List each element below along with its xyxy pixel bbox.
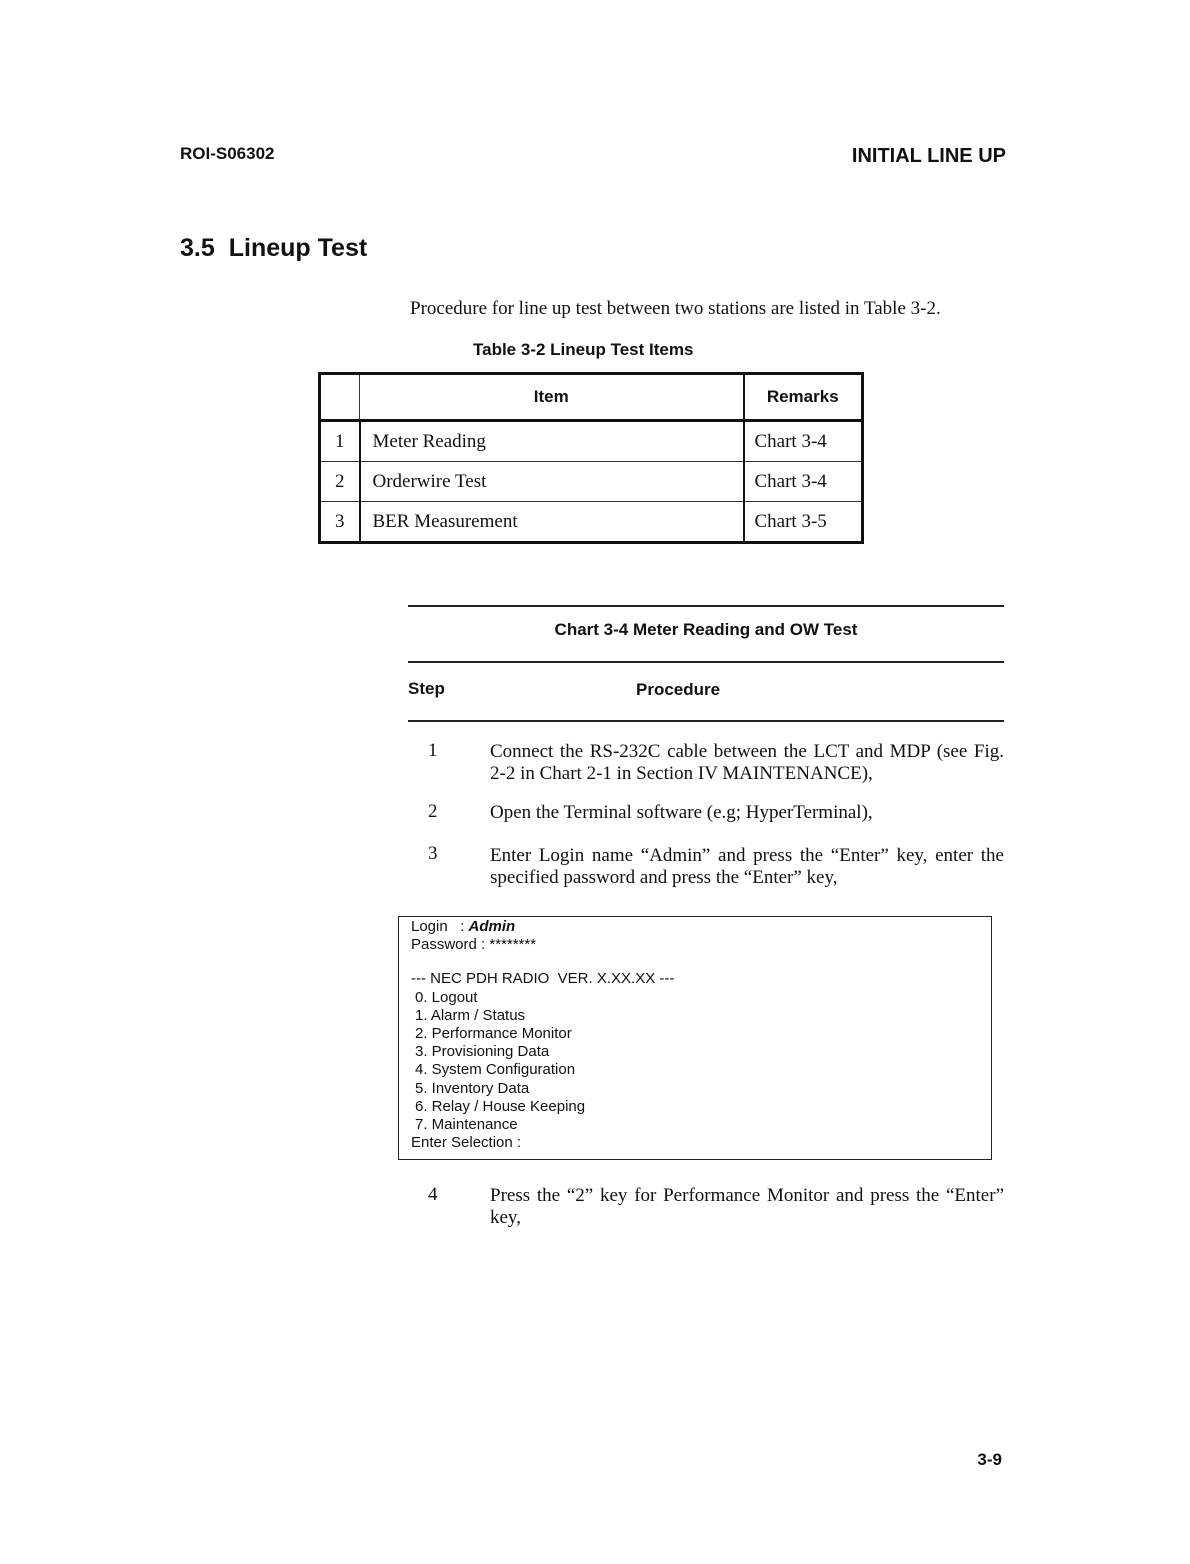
- row-number: 3: [320, 502, 360, 543]
- row-item: BER Measurement: [360, 502, 744, 543]
- login-label: Login :: [411, 918, 469, 935]
- menu-item: 1. Alarm / Status: [415, 1006, 526, 1024]
- table-row: [320, 462, 863, 502]
- version-banner: --- NEC PDH RADIO VER. X.XX.XX ---: [411, 970, 675, 988]
- password-line: Password : ********: [411, 936, 537, 954]
- blank-line: [411, 954, 991, 970]
- row-remarks: Chart 3-4: [744, 421, 863, 462]
- chart-title: Chart 3-4 Meter Reading and OW Test: [554, 620, 858, 639]
- step-text: Enter Login name “Admin” and press the “Enter” key, enter the specified password and press the “Enter” key,: [490, 845, 1004, 888]
- menu-item: 3. Provisioning Data: [415, 1043, 550, 1061]
- step-number: 3: [428, 843, 438, 864]
- row-item: Orderwire Test: [360, 462, 744, 502]
- menu-item: 7. Maintenance: [415, 1116, 518, 1134]
- table-header-row: [320, 374, 863, 421]
- row-number: 2: [320, 462, 360, 502]
- section-title: Lineup Test: [228, 234, 368, 262]
- menu-item: 0. Logout: [415, 988, 478, 1006]
- selection-prompt: Enter Selection :: [411, 1134, 522, 1152]
- step-text: Press the “2” key for Performance Monitor and press the “Enter” key,: [490, 1185, 1004, 1228]
- table-row: [320, 502, 863, 543]
- step-column-header: Step: [408, 679, 445, 698]
- menu-item: 6. Relay / House Keeping: [415, 1097, 586, 1115]
- intro-paragraph: Procedure for line up test between two stations are listed in Table 3-2.: [410, 298, 941, 319]
- lineup-test-table: [318, 372, 864, 544]
- procedure-column-header: Procedure: [636, 680, 721, 699]
- header-item: Item: [360, 374, 744, 421]
- chart-top-rule: [408, 605, 1004, 607]
- row-item: Meter Reading: [360, 421, 744, 462]
- chart-header-rule: [408, 720, 1004, 722]
- table-caption: Table 3-2 Lineup Test Items: [473, 340, 694, 359]
- chart-title-rule: [408, 661, 1004, 663]
- section-number: 3.5: [180, 234, 215, 262]
- menu-item: 2. Performance Monitor: [415, 1025, 572, 1043]
- document-id: ROI-S06302: [180, 144, 275, 163]
- running-section-title: INITIAL LINE UP: [851, 145, 1006, 167]
- login-value: Admin: [468, 918, 516, 935]
- row-remarks: Chart 3-5: [744, 502, 863, 543]
- row-number: 1: [320, 421, 360, 462]
- login-line: [411, 918, 991, 936]
- step-text: Open the Terminal software (e.g; HyperTerminal),: [490, 802, 873, 823]
- table-row: [320, 421, 863, 462]
- step-number: 1: [428, 740, 438, 761]
- step-number: 2: [428, 801, 438, 822]
- step-text: Connect the RS-232C cable between the LCT and MDP (see Fig. 2-2 in Chart 2-1 in Section IV MAINTENANCE),: [490, 741, 1004, 784]
- header-no-cell: [320, 374, 360, 421]
- menu-item: 4. System Configuration: [415, 1061, 576, 1079]
- header-remarks: Remarks: [744, 374, 863, 421]
- menu-item: 5. Inventory Data: [415, 1079, 530, 1097]
- terminal-screen: [398, 916, 992, 1160]
- row-remarks: Chart 3-4: [744, 462, 863, 502]
- step-number: 4: [428, 1184, 438, 1205]
- page-number: 3-9: [977, 1450, 1002, 1469]
- section-heading: [180, 234, 367, 263]
